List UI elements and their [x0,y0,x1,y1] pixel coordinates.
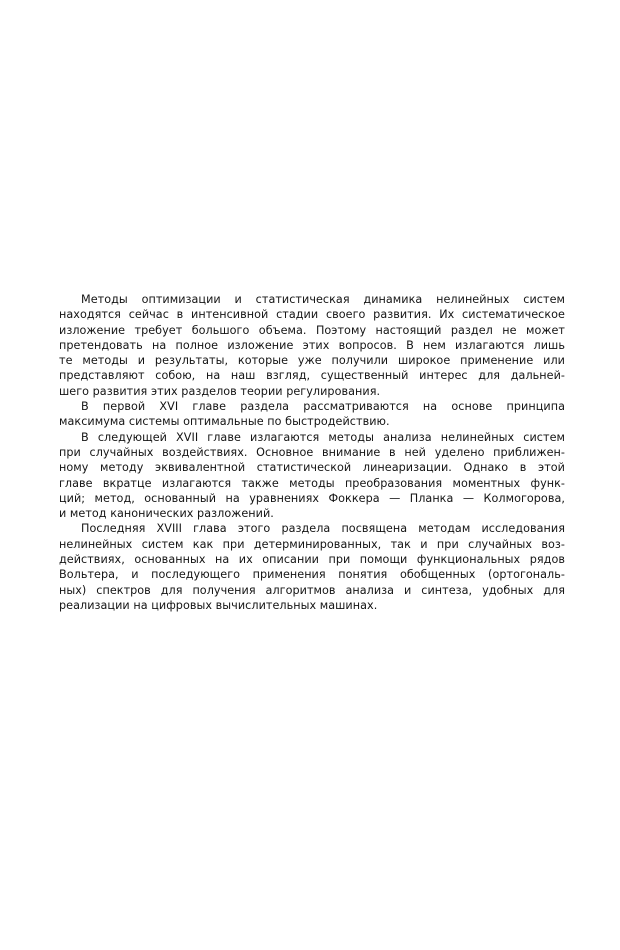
text-line: главе вкратце излагаются также методы преобразования моментных функ- [59,476,565,490]
text-line: ций; метод, основанный на уравнениях Фоккера — Планка — Колмогорова, [59,491,565,505]
text-line: максимума системы оптимальные по быстродействию. [59,415,390,429]
paragraph-1 [59,292,565,399]
text-line: те методы и результаты, которые уже получили широкое применение или [59,354,565,368]
paragraph-2 [59,399,565,430]
text-line: шего развития этих разделов теории регулирования. [59,384,381,398]
text-line: ному методу эквивалентной статистической линеаризации. Однако в этой [59,461,565,475]
text-line: действиях, основанных на их описании при помощи функциональных рядов [59,553,565,567]
text-line: представляют собою, на наш взгляд, существенный интерес для дальней- [59,369,565,383]
text-line: нелинейных систем как при детерминированных, так и при случайных воз- [59,537,565,551]
text-line: претендовать на полное изложение этих вопросов. В нем излагаются лишь [59,338,565,352]
text-line: и метод канонических разложений. [59,507,274,521]
text-line: Вольтера, и последующего применения понятия обобщенных (ортогональ- [59,568,565,582]
text-line: Методы оптимизации и статистическая динамика нелинейных систем [81,293,565,306]
text-line: В следующей XVII главе излагаются методы анализа нелинейных систем [81,430,565,444]
section-introduction-text [59,292,565,613]
text-line: В первой XVI главе раздела рассматриваются на основе принципа [81,400,565,414]
text-line: при случайных воздействиях. Основное внимание в ней уделено приближен- [59,445,565,459]
text-line: ных) спектров для получения алгоритмов анализа и синтеза, удобных для [59,583,565,597]
text-line: находятся сейчас в интенсивной стадии своего развития. Их систематическое [59,308,565,322]
paragraph-3 [59,430,565,522]
text-line: реализации на цифровых вычислительных машинах. [59,598,378,612]
text-line: Последняя XVIII глава этого раздела посвящена методам исследования [81,522,565,536]
paragraph-4 [59,521,565,613]
text-line: изложение требует большого объема. Поэтому настоящий раздел не может [59,323,565,337]
